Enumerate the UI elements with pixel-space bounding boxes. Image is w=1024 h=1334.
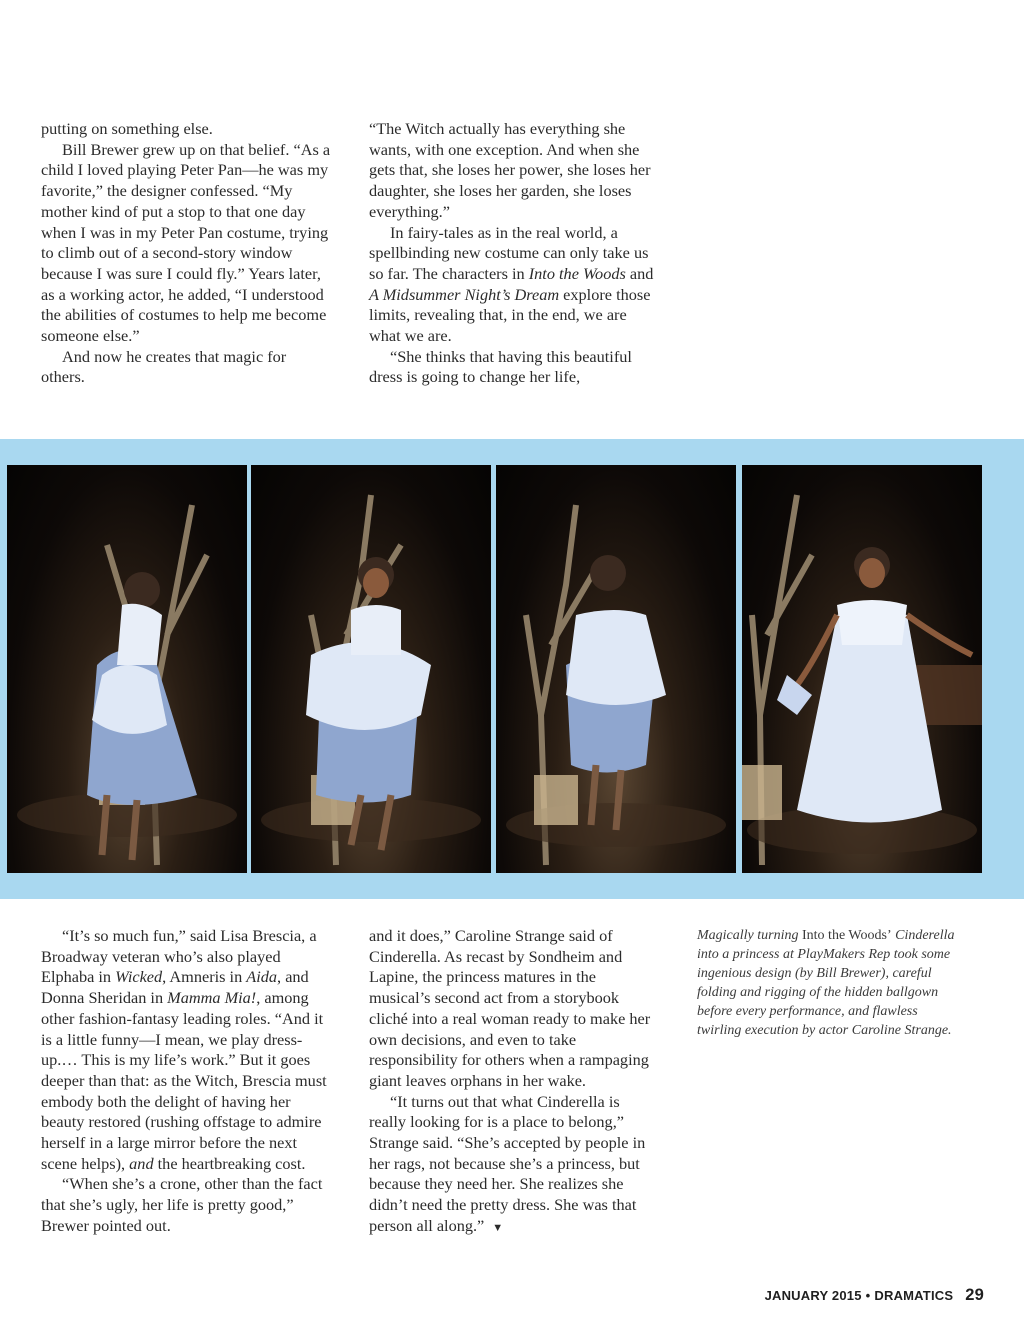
paragraph: Bill Brewer grew up on that belief. “As a child I loved playing Peter Pan—he was my favorite,” the designer confessed. “My mother kind of put a stop to that one day when I was in my Peter Pan costume, trying to climb out of a second-story window because I was sure I could fly.” Years later, as a working actor, he added, “I understood the abilities of costumes to help me become someone else.” [41, 139, 331, 346]
paragraph: “She thinks that having this beautiful dress is going to change her life, [369, 346, 632, 387]
title-aida: Aida [246, 967, 278, 987]
photo-cinderella-3 [496, 465, 736, 873]
text-run: the heartbreaking cost. [153, 1153, 306, 1173]
end-mark-icon: ▼ [492, 1221, 504, 1234]
title-wicked: Wicked [115, 967, 163, 987]
caption-show-title: Into the Woods’ [802, 928, 892, 943]
caption-text: Magically turning [697, 928, 802, 943]
paragraph: And now he creates that magic for others. [41, 346, 287, 387]
title-into-the-woods: Into the Woods [528, 263, 626, 283]
text-run: and [625, 263, 654, 283]
paragraph: and it does,” Caroline Strange said of Cinderella. As recast by Sondheim and Lapine, the princess matures in the musical’s second act from a storybook cliché into a real woman ready to make her own decisions, and even to take responsibility for others when a rampaging giant leaves orphans in her wake. [369, 926, 651, 1090]
photo-illustration [496, 465, 736, 873]
text-run: , and Donna Sheridan in [41, 967, 309, 1008]
article-column-2 [369, 119, 659, 388]
photo-cinderella-4 [742, 465, 982, 873]
paragraph: “When she’s a crone, other than the fact that she’s ugly, her life is pretty good,” Brewer pointed out. [41, 1174, 323, 1235]
photo-cinderella-1 [7, 465, 247, 873]
photo-cinderella-2 [251, 465, 491, 873]
article-column-3 [41, 926, 331, 1237]
paragraph [369, 1092, 659, 1239]
text-run: , Amneris in [162, 967, 247, 987]
text-run: “It turns out that what Cinderella is really looking for is a place to belong,” Strange said. “She’s accepted by people in her rags, not because she’s a princess, but because they need her. She realizes she didn’t need the pretty dress. She was that person all along.” [369, 1091, 646, 1235]
photo-caption [697, 926, 963, 1041]
article-column-4 [369, 926, 659, 1239]
paragraph: putting on something else. [41, 119, 213, 138]
photo-strip [0, 439, 1024, 899]
caption-text: Cinderella into a princess at PlayMakers Rep took some ingenious design (by Bill Brewer), careful folding and rigging of the hidden ballgown before every performance, and flawless twirling execution by actor Caroline Strange. [697, 928, 955, 1039]
title-midsummer: A Midsummer Night’s Dream [369, 284, 560, 304]
emphasis-and: and [129, 1153, 154, 1173]
text-run: “It’s so much fun,” said Lisa Brescia, a Broadway veteran who’s also played Elphaba in [41, 926, 317, 987]
paragraph [41, 926, 331, 1174]
photo-illustration [7, 465, 247, 873]
page-number: 29 [965, 1286, 984, 1304]
article-column-1 [41, 119, 331, 388]
issue-date: JANUARY 2015 [764, 1288, 862, 1303]
text-run: explore those limits, revealing that, in the end, we are what we are. [369, 284, 651, 346]
page-footer [765, 1286, 984, 1308]
photo-illustration [742, 465, 982, 873]
paragraph: “The Witch actually has everything she wants, with one exception. And when she gets that, she loses her power, she loses her daughter, she loses her garden, she loses everything.” [369, 119, 651, 221]
paragraph [369, 223, 659, 347]
magazine-name: DRAMATICS [874, 1288, 954, 1303]
title-mamma-mia: Mamma Mia! [167, 988, 257, 1008]
text-run: In fairy-tales as in the real world, a spellbinding new costume can only take us so far. The characters in [369, 222, 649, 283]
photo-illustration [251, 465, 491, 873]
footer-bullet: • [865, 1288, 871, 1303]
text-run: , among other fashion-fantasy leading roles. “And it is a little funny—I mean, we play dress-up.… This is my life’s work.” But it goes deeper than that: as the Witch, Brescia must embody both the delight of having her beauty restored (rushing offstage to admire herself in a large mirror before the next scene helps), [41, 988, 327, 1173]
